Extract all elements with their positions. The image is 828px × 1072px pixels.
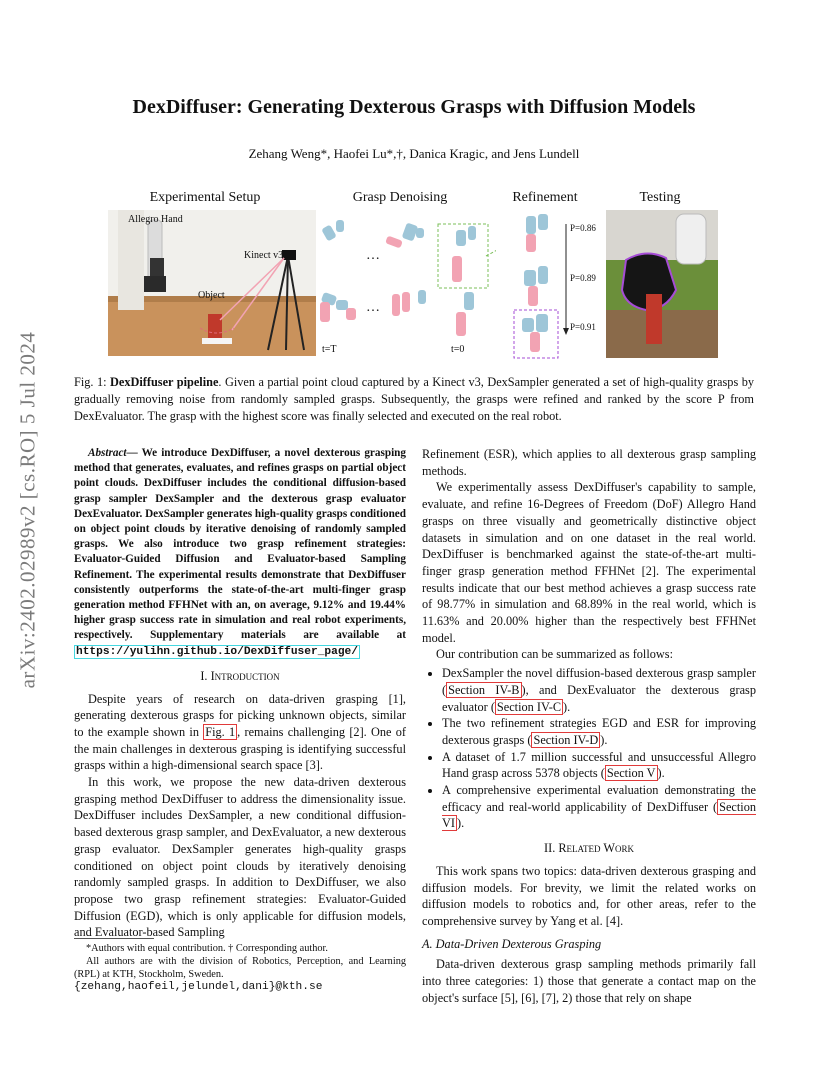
caption-label: Fig. 1: bbox=[74, 375, 107, 389]
label-allegro-hand: Allegro Hand bbox=[128, 214, 183, 225]
denoising-graphic bbox=[316, 212, 496, 342]
related-work-heading: II. Related Work bbox=[544, 841, 634, 856]
right-paragraph-1: Refinement (ESR), which applies to all dexterous grasp sampling methods. bbox=[422, 447, 756, 478]
section-ref-link[interactable]: Section IV-B bbox=[448, 682, 520, 697]
intro-p1-text-b: , remains challenging [2]. One of the main challenges in dexterous grasping is identifying successful grasps within a high-dimensional search space [3]. bbox=[74, 724, 406, 773]
label-kinect: Kinect v3 bbox=[244, 250, 284, 261]
setup-photo bbox=[108, 210, 316, 356]
footnote-equal-contribution: *Authors with equal contribution. † Corresponding author. bbox=[86, 943, 328, 954]
section-ref-link[interactable]: Section IV-C bbox=[496, 699, 562, 714]
left-column bbox=[74, 446, 406, 941]
bullet-4-text-b: ). bbox=[456, 816, 465, 831]
paper-title: DexDiffuser: Generating Dexterous Grasps with Diffusion Models bbox=[132, 96, 696, 118]
list-item bbox=[442, 665, 756, 715]
fig1-ref-link[interactable]: Fig. 1 bbox=[205, 724, 236, 739]
score-1: P=0.86 bbox=[570, 223, 596, 233]
abstract-label: Abstract bbox=[88, 447, 127, 459]
caption-bold: DexDiffuser pipeline bbox=[109, 375, 219, 389]
paper-authors: Zehang Weng*, Haofei Lu*,†, Danica Kragic, and Jens Lundell bbox=[248, 146, 580, 161]
bullet-2-text-b: ). bbox=[600, 732, 608, 747]
intro-p1-text-a: Despite years of research on data-driven grasping [1], generating dexterous grasps for picking unknown objects, similar to the example shown in bbox=[74, 691, 406, 739]
bullet-3-text-a: A dataset of 1.7 million successful and unsuccessful Allegro Hand grasp across 5378 objects ( bbox=[442, 749, 756, 781]
bullet-4-text-a: A comprehensive experimental evaluation demonstrating the efficacy and real-world applicability of DexDiffuser ( bbox=[442, 783, 756, 814]
arxiv-side-label bbox=[8, 300, 48, 720]
section-ref-link[interactable]: Section VI bbox=[442, 799, 756, 831]
panel-label-testing: Testing bbox=[639, 190, 681, 205]
panel-label-denoising: Grasp Denoising bbox=[352, 190, 448, 205]
score-2: P=0.89 bbox=[570, 273, 596, 283]
footnote-rule bbox=[74, 938, 154, 939]
intro-paragraph-2: In this work, we propose the new data-driven dexterous grasping method DexDiffuser to address the dimensionality issue. DexDiffuser includes DexSampler, a new conditional diffusion-based dexterous grasp sampler, and DexEvaluator, a new dexterous grasp evaluator. DexSampler generates high-quality grasps conditioned on object point clouds by iteratively denoising randomly sampled grasps. In addition to DexDiffuser, we also propose two grasp refinement strategies: Evaluator-Guided Diffusion (EGD), which is only applicable for diffusion models, and Evaluator-based Sampling bbox=[74, 775, 406, 940]
abstract bbox=[74, 446, 406, 660]
label-t-end: t=0 bbox=[451, 344, 465, 355]
label-t-start: t=T bbox=[322, 344, 337, 355]
panel-label-setup: Experimental Setup bbox=[149, 190, 261, 205]
footnote-affiliation: All authors are with the division of Robotics, Perception, and Learning (RPL) at KTH, Stockholm, Sweden. bbox=[74, 956, 406, 980]
section-ref-link[interactable]: Section IV-D bbox=[533, 732, 599, 747]
bullet-1-text-c: ). bbox=[563, 699, 571, 714]
list-item bbox=[442, 782, 756, 832]
right-paragraph-3: Our contribution can be summarized as follows: bbox=[436, 647, 673, 662]
contribution-list bbox=[422, 665, 756, 832]
right-column bbox=[422, 446, 756, 1007]
section-ref-link[interactable]: Section V bbox=[606, 766, 656, 781]
arxiv-id-text: arXiv:2402.02989v2 [cs.RO] 5 Jul 2024 bbox=[15, 331, 40, 689]
right-paragraph-2: We experimentally assess DexDiffuser's capability to sample, evaluate, and refine 16-Degrees of Freedom (DoF) Allegro Hand grasps on three visually and geometrically distinctive object datasets in simulation and on one dataset in the real world. DexDiffuser is benchmarked against the state-of-the-art multi-finger grasp generation method FFHNet [2]. The experimental results indicate that our best method achieves a grasp success rate of 98.77% in simulation and 68.89% in the real world, which is 11.63% and 20.00% higher than the respectively best FFHNet model. bbox=[422, 480, 756, 645]
list-item bbox=[442, 715, 756, 748]
bullet-1-text-b: ), and DexEvaluator the dexterous grasp evaluator ( bbox=[442, 682, 756, 714]
list-item bbox=[442, 749, 756, 782]
footnote-emails: {zehang,haofeil,jelundel,dani}@kth.se bbox=[74, 981, 323, 993]
caption-text: . Given a partial point cloud captured by a Kinect v3, DexSampler generated a set of high-quality grasps by gradually removing noise from randomly sampled grasps. Subsequently, the grasps were refined and ranked by the score P from DexEvaluator. The grasp with the highest score was finally selected and executed on the real robot. bbox=[74, 375, 754, 423]
related-paragraph-1: This work spans two topics: data-driven dexterous grasping and diffusion models. For brevity, we limit the related works on diffusion models to robotics and, for other areas, refer to the comprehensive survey by Yang et al. [4]. bbox=[422, 863, 756, 928]
dots-top: … bbox=[366, 248, 380, 263]
dots-bottom: … bbox=[366, 300, 380, 315]
intro-paragraph-1 bbox=[74, 691, 406, 775]
testing-photo bbox=[606, 210, 718, 358]
panel-label-refinement: Refinement bbox=[512, 190, 578, 205]
footnote bbox=[74, 942, 406, 994]
score-3: P=0.91 bbox=[570, 322, 596, 332]
bullet-3-text-b: ). bbox=[657, 766, 665, 781]
abstract-text: — We introduce DexDiffuser, a novel dexterous grasping method that generates, evaluates, and refines grasps on partial object point clouds. DexDiffuser includes the conditional diffusion-based grasp sampler DexSampler and the dexterous grasp evaluator DexEvaluator. DexSampler generates high-quality grasps conditioned on object point clouds by iterative denoising of randomly sampled grasps. We also introduce two grasp refinement strategies: Evaluator-Guided Diffusion and Evaluator-based Sampling Refinement. The experimental results demonstrate that DexDiffuser consistently outperforms the state-of-the-art multi-finger grasp generation method FFHNet with an, on average, 9.12% and 19.44% higher grasp success rate in simulation and real robot experiments, respectively. Supplementary materials are available at bbox=[74, 447, 406, 642]
figure-caption bbox=[74, 374, 754, 425]
intro-heading: I. Introduction bbox=[200, 668, 280, 683]
bullet-1-text-a: DexSampler the novel diffusion-based dexterous grasp sampler ( bbox=[442, 666, 756, 697]
bullet-2-text-a: The two refinement strategies EGD and ESR for improving dexterous grasps ( bbox=[442, 716, 756, 747]
supplementary-link[interactable]: https://yulihn.github.io/DexDiffuser_page/ bbox=[76, 645, 358, 658]
subsection-paragraph-1: Data-driven dexterous grasp sampling methods primarily fall into three categories: 1) those that generate a contact map on the object's surface [5], [6], [7], 2) those that rely on shape bbox=[422, 957, 756, 1005]
subsection-heading: A. Data-Driven Dexterous Grasping bbox=[422, 936, 602, 951]
label-object: Object bbox=[198, 290, 225, 301]
